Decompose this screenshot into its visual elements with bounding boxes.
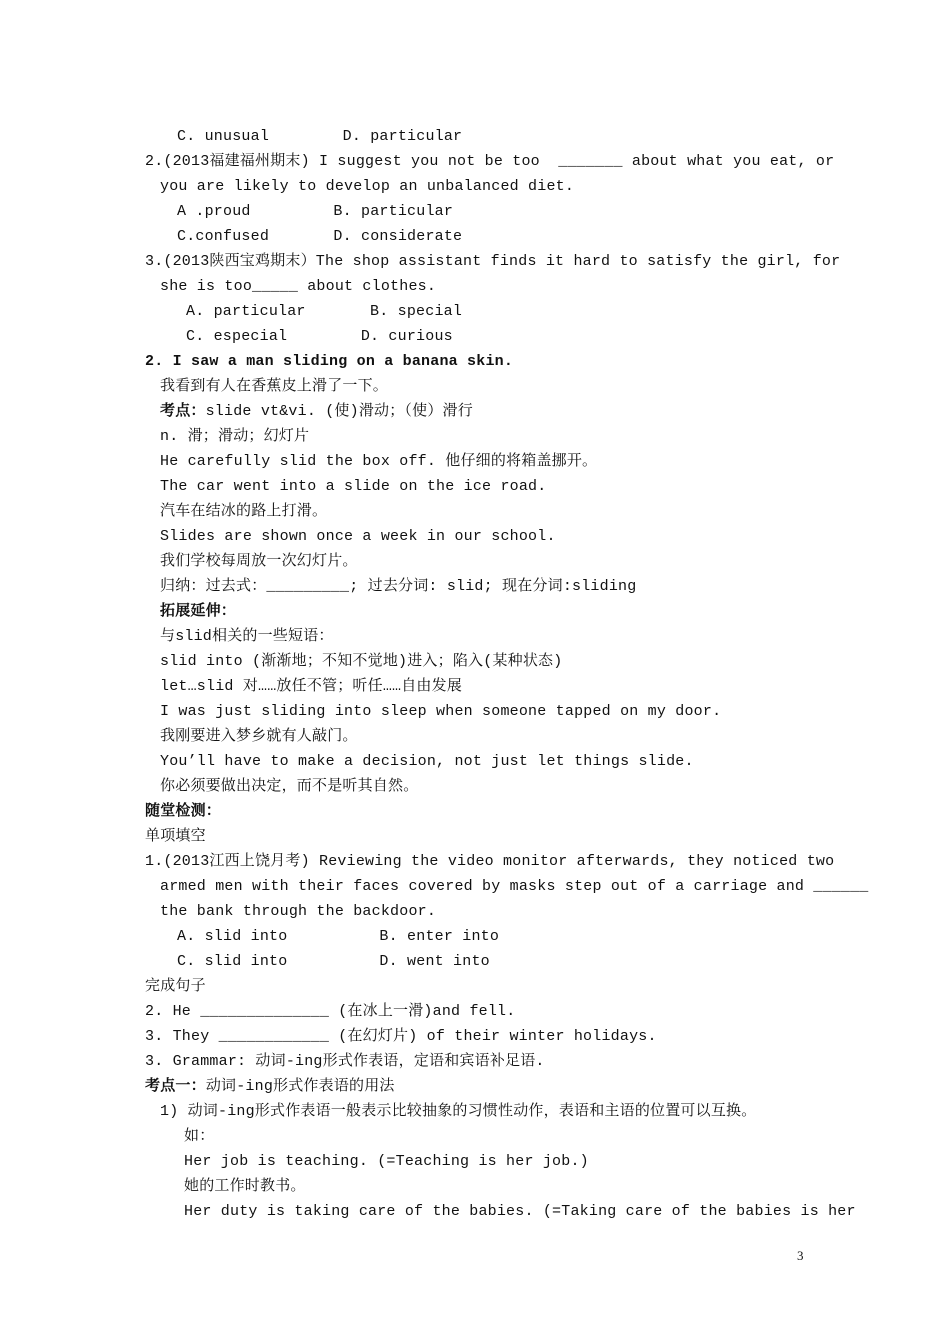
text-line: Slides are shown once a week in our school. <box>160 528 556 545</box>
text-line: 与slid相关的一些短语： <box>160 628 334 645</box>
text-line: the bank through the backdoor. <box>160 903 437 920</box>
option-line: A. slid into B. enter into <box>177 928 500 945</box>
section-heading: 随堂检测： <box>145 803 222 820</box>
page-number: 3 <box>797 1248 804 1263</box>
kaodian-label: 考点： <box>160 403 206 420</box>
text-line: 如： <box>184 1128 215 1145</box>
option-line: A .proud B. particular <box>177 203 454 220</box>
kaodian-text: slide vt&vi. (使)滑动；（使）滑行 <box>205 403 473 420</box>
text-line: He carefully slid the box off. 他仔细的将箱盖挪开。 <box>160 453 598 470</box>
text-line: 我看到有人在香蕉皮上滑了一下。 <box>160 378 389 395</box>
option-line: C. slid into D. went into <box>177 953 490 970</box>
text-line: 3. They ____________ (在幻灯片) of their winter holidays. <box>145 1028 657 1045</box>
text-line: you are likely to develop an unbalanced diet. <box>160 178 575 195</box>
text-line: I was just sliding into sleep when someone tapped on my door. <box>160 703 722 720</box>
text-line: 她的工作时教书。 <box>184 1178 306 1195</box>
question-line: 3.(2013陕西宝鸡期末）The shop assistant finds it hard to satisfy the girl, for <box>145 253 841 270</box>
text-line: You’ll have to make a decision, not just let things slide. <box>160 753 694 770</box>
text-line: let…slid 对……放任不管；听任……自由发展 <box>160 678 463 695</box>
option-line: A. particular B. special <box>186 303 463 320</box>
text-line: she is too_____ about clothes. <box>160 278 437 295</box>
text-line: 1) 动词-ing形式作表语一般表示比较抽象的习惯性动作，表语和主语的位置可以互换。 <box>160 1103 757 1120</box>
kaodian-one-text: 动词-ing形式作表语的用法 <box>205 1078 395 1095</box>
text-line: 你必须要做出决定，而不是听其自然。 <box>160 778 419 795</box>
text-line: n. 滑；滑动；幻灯片 <box>160 428 310 445</box>
text-line: C. unusual D. particular <box>177 128 463 145</box>
question-line: 1.(2013江西上饶月考) Reviewing the video monitor afterwards, they noticed two <box>145 853 835 870</box>
text-line: Her job is teaching. (=Teaching is her job.) <box>184 1153 589 1170</box>
text-line: 完成句子 <box>145 978 206 995</box>
text-line: armed men with their faces covered by masks step out of a carriage and ______ <box>160 878 869 895</box>
section-heading: 2. I saw a man sliding on a banana skin. <box>145 353 514 370</box>
text-line: 归纳：过去式：_________; 过去分词: slid; 现在分词:sliding <box>160 578 637 595</box>
text-line: 3. Grammar: 动词-ing形式作表语，定语和宾语补足语. <box>145 1053 545 1070</box>
section-heading: 拓展延伸： <box>160 603 237 620</box>
text-line: Her duty is taking care of the babies. (=Taking care of the babies is her <box>184 1203 856 1220</box>
option-line: C. especial D. curious <box>186 328 453 345</box>
text-line <box>160 402 473 422</box>
text-line: 2. He ______________ (在冰上一滑)and fell. <box>145 1003 516 1020</box>
text-line: 单项填空 <box>145 828 206 845</box>
question-line: 2.(2013福建福州期末) I suggest you not be too _______ about what you eat, or <box>145 153 835 170</box>
text-line: 我们学校每周放一次幻灯片。 <box>160 553 358 570</box>
text-line: 我刚要进入梦乡就有人敲门。 <box>160 728 358 745</box>
text-line: 汽车在结冰的路上打滑。 <box>160 503 328 520</box>
text-line: slid into (渐渐地；不知不觉地)进入；陷入(某种状态) <box>160 653 563 670</box>
option-line: C.confused D. considerate <box>177 228 463 245</box>
text-line: The car went into a slide on the ice road. <box>160 478 547 495</box>
kaodian-one-label: 考点一： <box>145 1078 206 1095</box>
text-line <box>145 1077 395 1097</box>
